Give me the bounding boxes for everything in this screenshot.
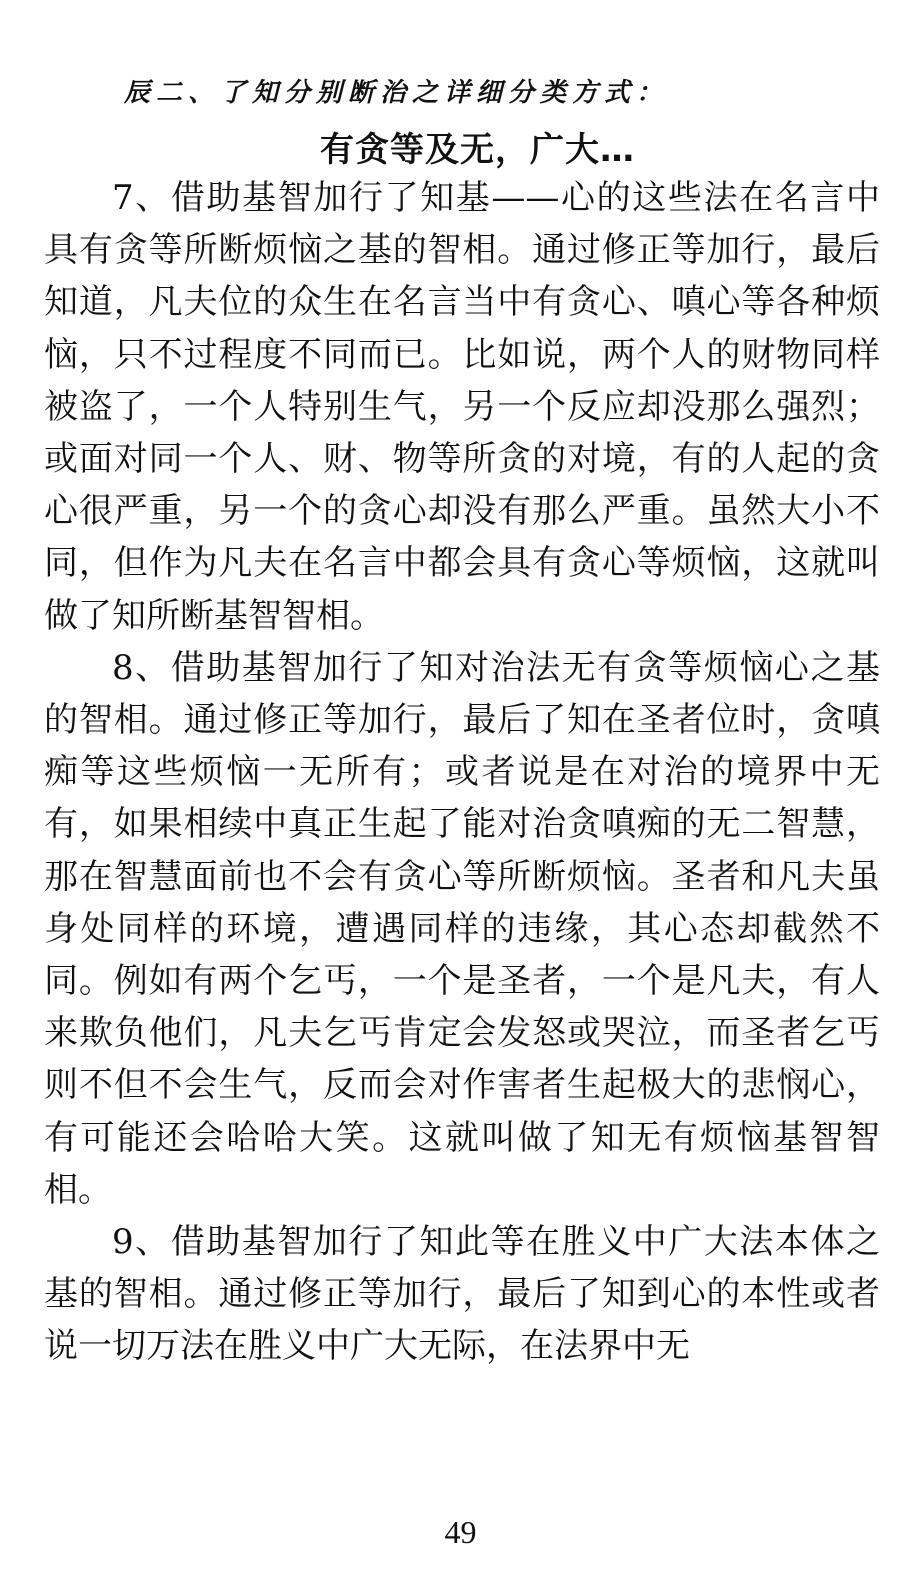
section-heading: 辰二、了知分别断治之详细分类方式： xyxy=(124,78,669,108)
body-text xyxy=(44,172,880,1373)
page-number: 49 xyxy=(444,1514,477,1550)
paragraph-7: 7、借助基智加行了知基——心的这些法在名言中具有贪等所断烦恼之基的智相。通过修正等加行，最后知道，凡夫位的众生在名言当中有贪心、嗔心等各种烦恼，只不过程度不同而已。比如说，两个人的财物同样被盗了，一个人特别生气，另一个反应却没那么强烈；或面对同一个人、财、物等所贪的对境，有的人起的贪心很严重，另一个的贪心却没有那么严重。虽然大小不同，但作为凡夫在名言中都会具有贪心等烦恼，这就叫做了知所断基智智相。 xyxy=(44,178,880,636)
paragraph-9: 9、借助基智加行了知此等在胜义中广大法本体之基的智相。通过修正等加行，最后了知到心的本性或者说一切万法在胜义中广大无际，在法界中无 xyxy=(44,1222,880,1367)
paragraph-8: 8、借助基智加行了知对治法无有贪等烦恼心之基的智相。通过修正等加行，最后了知在圣者位时，贪嗔痴等这些烦恼一无所有；或者说是在对治的境界中无有，如果相续中真正生起了能对治贪嗔痴的无二智慧，那在智慧面前也不会有贪心等所断烦恼。圣者和凡夫虽身处同样的环境，遭遇同样的违缘，其心态却截然不同。例如有两个乞丐，一个是圣者，一个是凡夫，有人来欺负他们，凡夫乞丐肯定会发怒或哭泣，而圣者乞丐则不但不会生气，反而会对作害者生起极大的悲悯心，有可能还会哈哈大笑。这就叫做了知无有烦恼基智智相。 xyxy=(44,647,880,1210)
verse-title: 有贪等及无，广大… xyxy=(320,130,635,170)
